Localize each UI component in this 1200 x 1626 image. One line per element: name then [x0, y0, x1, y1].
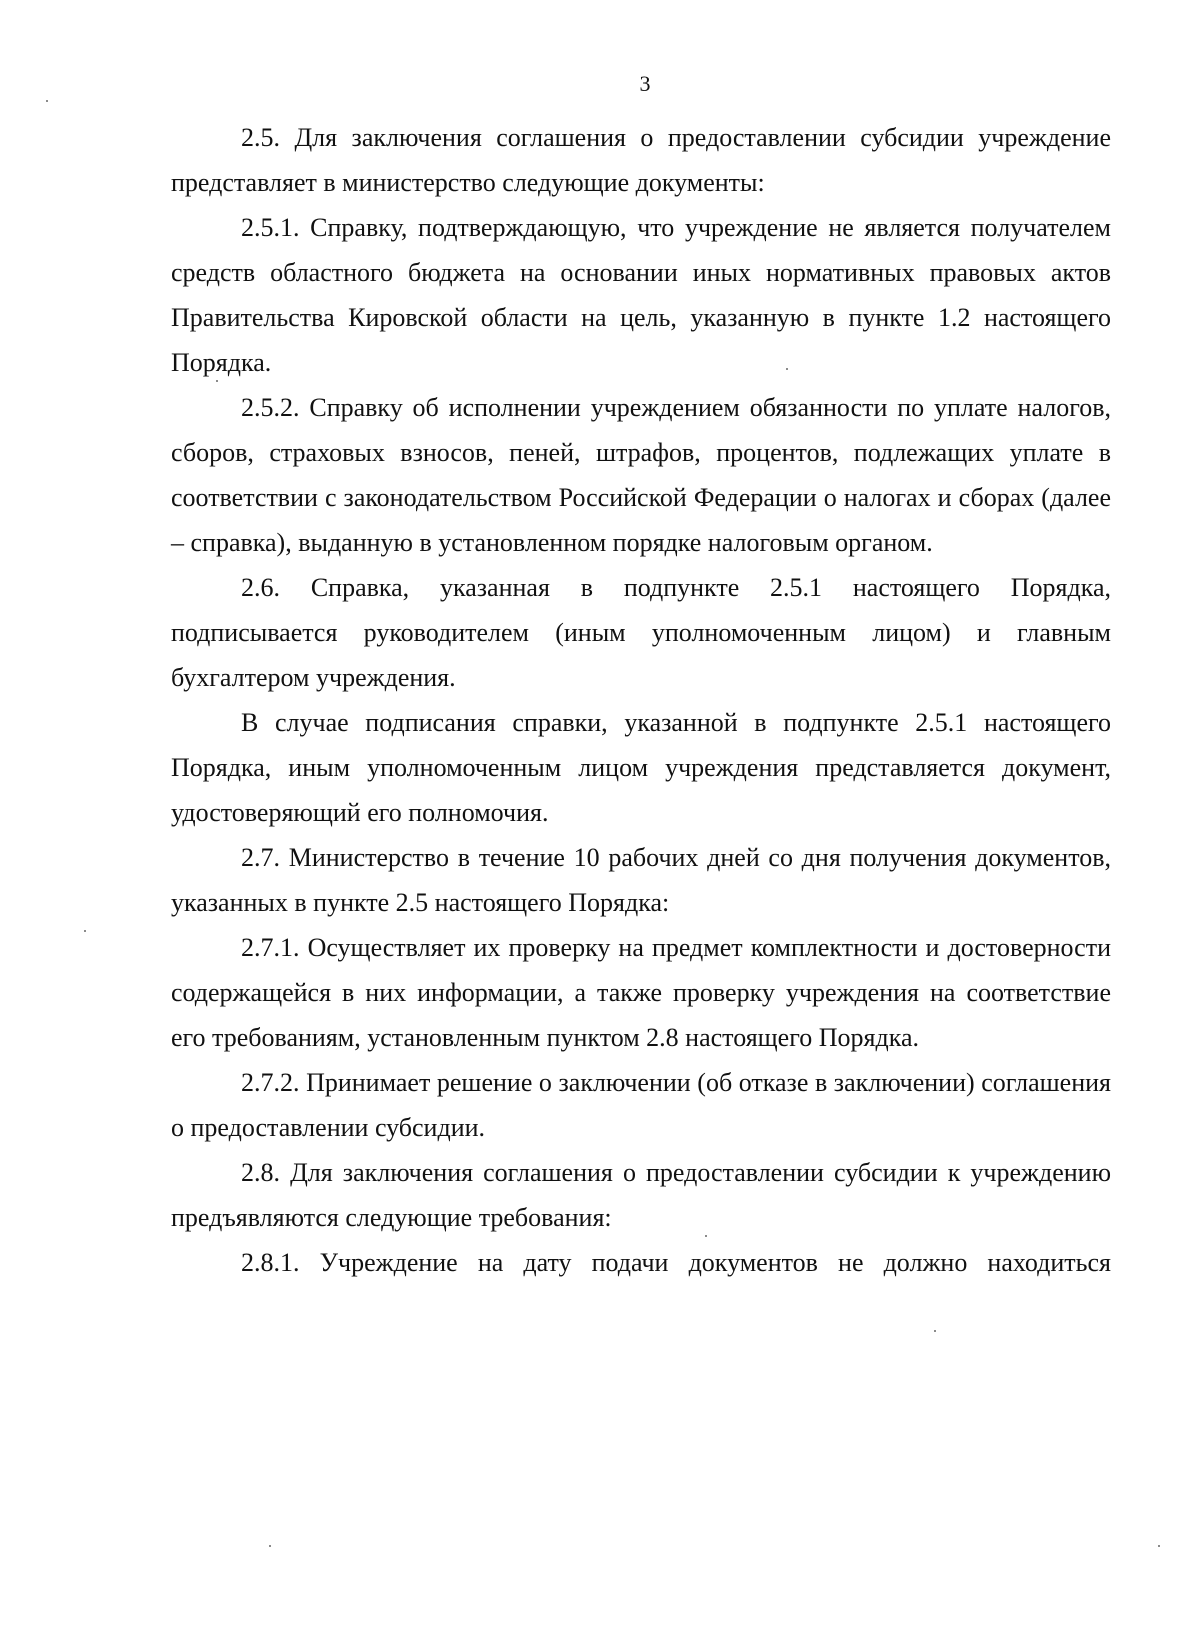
scan-speck [269, 1545, 271, 1547]
paragraph-signing: В случае подписания справки, указанной в подпункте 2.5.1 настоящего Порядка, иным уполномоченным лицом учреждения представляется документ, удостоверяющий его полномочия. [171, 708, 1111, 827]
scan-speck [46, 100, 48, 102]
paragraph-2-5-1: 2.5.1. Справку, подтверждающую, что учреждение не является получателем средств областного бюджета на основании иных нормативных правовых актов Правительства Кировской области на цель, указанную в пункте 1.2 настоящего Порядка. [171, 213, 1111, 377]
scan-speck [1158, 1545, 1160, 1547]
paragraph-2-5: 2.5. Для заключения соглашения о предоставлении субсидии учреждение представляет в министерство следующие документы: [171, 123, 1111, 197]
scan-speck [705, 1235, 707, 1237]
paragraph-2-7: 2.7. Министерство в течение 10 рабочих дней со дня получения документов, указанных в пункте 2.5 настоящего Порядка: [171, 843, 1111, 917]
paragraph-2-8-1: 2.8.1. Учреждение на дату подачи документов не должно находиться [241, 1248, 1111, 1277]
scan-speck [84, 930, 86, 932]
paragraph-2-7-1: 2.7.1. Осуществляет их проверку на предмет комплектности и достоверности содержащейся в них информации, а также проверку учреждения на соответствие его требованиям, установленным пунктом 2.8 настоящего Порядка. [171, 933, 1111, 1052]
paragraph-2-7-2: 2.7.2. Принимает решение о заключении (об отказе в заключении) соглашения о предоставлении субсидии. [171, 1068, 1111, 1142]
paragraph-2-8: 2.8. Для заключения соглашения о предоставлении субсидии к учреждению предъявляются следующие требования: [171, 1158, 1111, 1232]
page-number: 3 [639, 71, 651, 96]
document-body [171, 115, 1111, 1285]
scan-speck [786, 368, 788, 370]
paragraph-2-5-2: 2.5.2. Справку об исполнении учреждением обязанности по уплате налогов, сборов, страховых взносов, пеней, штрафов, процентов, подлежащих уплате в соответствии с законодательством Российской Федерации о налогах и сборах (далее – справка), выданную в установленном порядке налоговым органом. [171, 393, 1111, 557]
scan-speck [934, 1330, 936, 1332]
scan-speck [216, 380, 218, 382]
paragraph-2-6: 2.6. Справка, указанная в подпункте 2.5.1 настоящего Порядка, подписывается руководителем (иным уполномоченным лицом) и главным бухгалтером учреждения. [171, 573, 1111, 692]
